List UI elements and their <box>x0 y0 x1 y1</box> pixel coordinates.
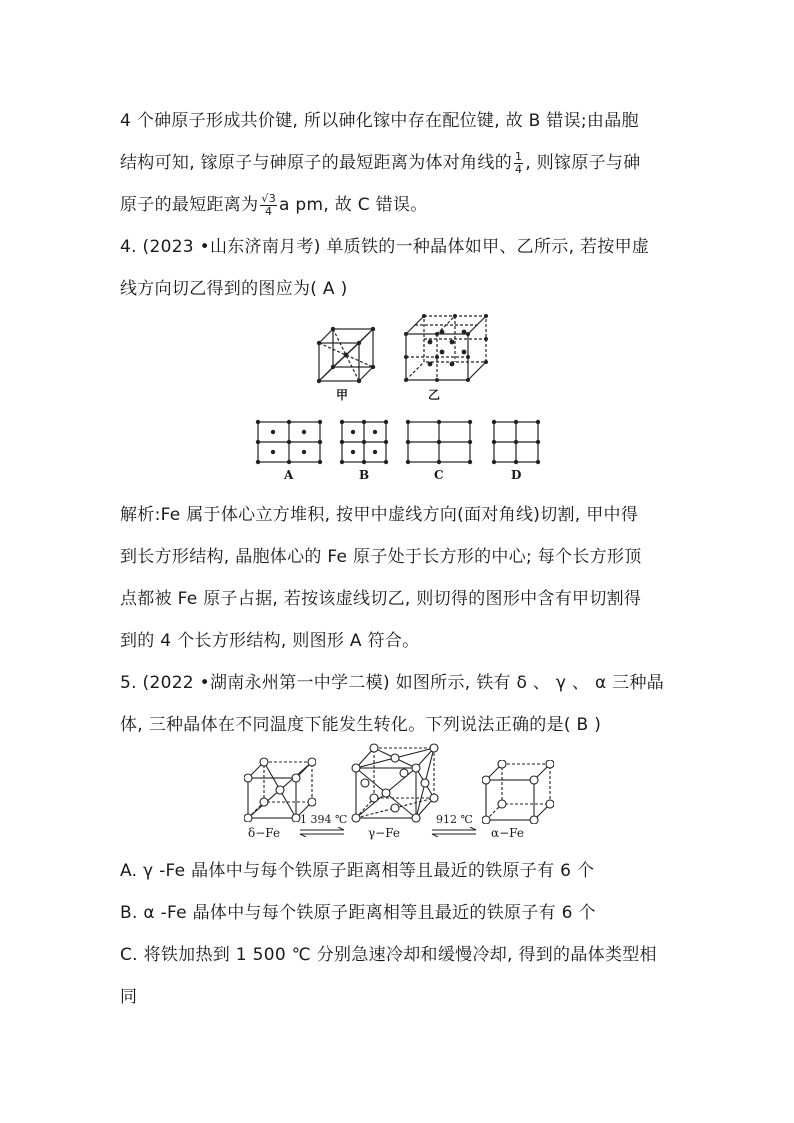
text-segment: 原子的最短距离为 <box>120 195 259 215</box>
text-segment: , 则镓原子与砷 <box>525 153 641 173</box>
text-line: 4 个砷原子形成共价键, 所以砷化镓中存在配位键, 故 B 错误;由晶胞 <box>120 111 639 131</box>
option-figure-c <box>404 418 474 466</box>
option-a: A. γ -Fe 晶体中与每个铁原子距离相等且最近的铁原子有 6 个 <box>120 861 595 881</box>
fraction-numerator: 1 <box>515 149 523 163</box>
option-figure-d <box>490 418 542 466</box>
option-figure-a <box>254 418 324 466</box>
temperature-label: 912 ℃ <box>436 813 473 826</box>
question-4-stem: 4. (2023 •山东济南月考) 单质铁的一种晶体如甲、乙所示, 若按甲虚 <box>120 237 650 257</box>
fraction <box>514 151 523 176</box>
crystal-figure-yi <box>402 312 488 384</box>
option-figure-b <box>338 418 390 466</box>
question-5-stem: 体, 三种晶体在不同温度下能发生转化。下列说法正确的是( B ) <box>120 715 602 735</box>
option-b: B. α -Fe 晶体中与每个铁原子距离相等且最近的铁原子有 6 个 <box>120 903 596 923</box>
equilibrium-arrow <box>430 827 478 837</box>
alpha-fe-figure <box>482 760 554 824</box>
temperature-label: 1 394 ℃ <box>300 813 348 826</box>
option-label-c: C <box>434 468 444 482</box>
gamma-fe-figure <box>350 742 440 824</box>
analysis-text: 解析:Fe 属于体心立方堆积, 按甲中虚线方向(面对角线)切割, 甲中得 <box>120 505 639 525</box>
fraction-denominator: 4 <box>265 204 273 218</box>
option-c: 同 <box>120 987 138 1007</box>
gamma-fe-label: γ−Fe <box>368 826 400 840</box>
analysis-text: 到长方形结构, 晶胞体心的 Fe 原子处于长方形的中心; 每个长方形顶 <box>120 547 642 567</box>
fraction <box>260 193 277 218</box>
option-label-d: D <box>511 468 522 482</box>
text-segment: a pm, 故 C 错误。 <box>279 195 428 215</box>
text-segment: 结构可知, 镓原子与砷原子的最短距离为体对角线的 <box>120 153 513 173</box>
option-c: C. 将铁加热到 1 500 ℃ 分别急速冷却和缓慢冷却, 得到的晶体类型相 <box>120 945 657 965</box>
analysis-text: 到的 4 个长方形结构, 则图形 A 符合。 <box>120 631 420 651</box>
fraction-denominator: 4 <box>515 162 523 176</box>
alpha-fe-label: α−Fe <box>491 826 524 840</box>
figure-label-jia: 甲 <box>336 388 349 402</box>
fraction-numerator: √3 <box>261 191 277 205</box>
question-5-stem: 5. (2022 •湖南永州第一中学二模) 如图所示, 铁有 δ 、 γ 、 α 三种晶 <box>120 673 665 693</box>
text-line <box>120 190 428 218</box>
delta-fe-label: δ−Fe <box>248 826 281 840</box>
question-4-stem: 线方向切乙得到的图应为( A ) <box>120 279 348 299</box>
text-line <box>120 148 641 176</box>
analysis-text: 点都被 Fe 原子占据, 若按该虚线切乙, 则切得的图形中含有甲切割得 <box>120 589 642 609</box>
figure-label-yi: 乙 <box>428 388 441 402</box>
crystal-figure-jia <box>315 325 377 385</box>
equilibrium-arrow <box>298 827 346 837</box>
option-label-b: B <box>359 468 370 482</box>
option-label-a: A <box>284 468 294 482</box>
